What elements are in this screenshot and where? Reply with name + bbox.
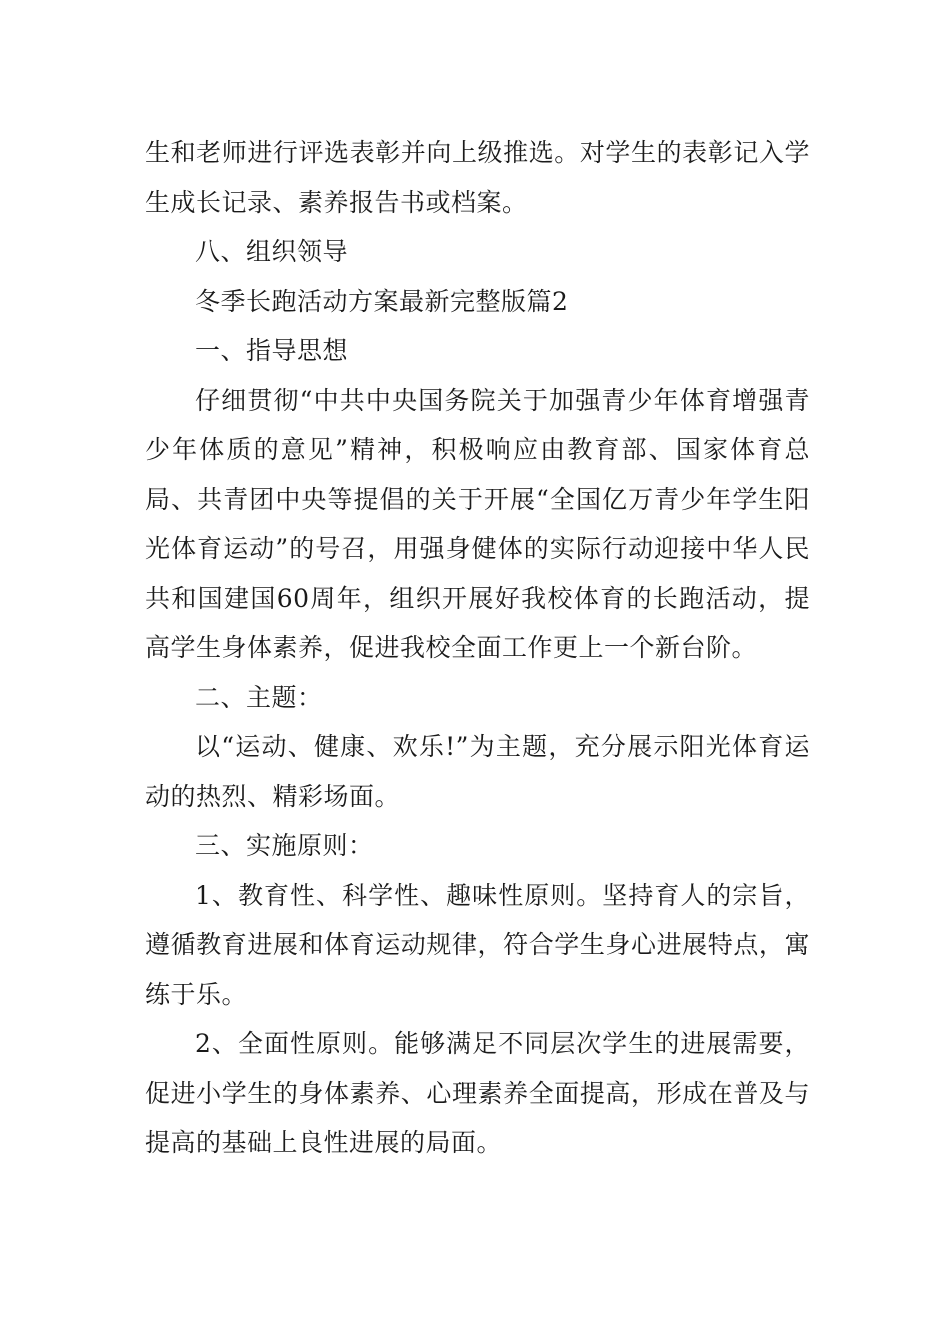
section-heading-guiding-ideology: 一、指导思想 <box>195 336 349 365</box>
paragraph-guiding-ideology: 仔细贯彻“中共中央国务院关于加强青少年体育增强青少年体质的意见”精神，积极响应由教育部、国家体育总局、共青团中央等提倡的关于开展“全国亿万青少年学生阳光体育运动”的号召，用强身健体的实际行动迎接中华人民共和国建国60周年，组织开展好我校体育的长跑活动，提高学生身体素养，促进我校全面工作更上一个新台阶。 <box>145 385 810 662</box>
section-heading-organization: 八、组织领导 <box>195 237 349 266</box>
paragraph-principle-2: 2、全面性原则。能够满足不同层次学生的进展需要，促进小学生的身体素养、心理素养全面提高，形成在普及与提高的基础上良性进展的局面。 <box>145 1029 810 1157</box>
section-heading-theme: 二、主题： <box>195 682 323 712</box>
section-heading-principles: 三、实施原则： <box>195 831 374 860</box>
paragraph-principle-1: 1、教育性、科学性、趣味性原则。坚持育人的宗旨，遵循教育进展和体育运动规律，符合学生身心进展特点，寓练于乐。 <box>145 880 810 1009</box>
paragraph-theme: 以“运动、健康、欢乐!”为主题，充分展示阳光体育运动的热烈、精彩场面。 <box>145 732 810 811</box>
paragraph-continuation: 生和老师进行评选表彰并向上级推选。对学生的表彰记入学生成长记录、素养报告书或档案。 <box>145 138 810 217</box>
document-body <box>145 128 810 1168</box>
document-title: 冬季长跑活动方案最新完整版篇2 <box>195 286 569 316</box>
